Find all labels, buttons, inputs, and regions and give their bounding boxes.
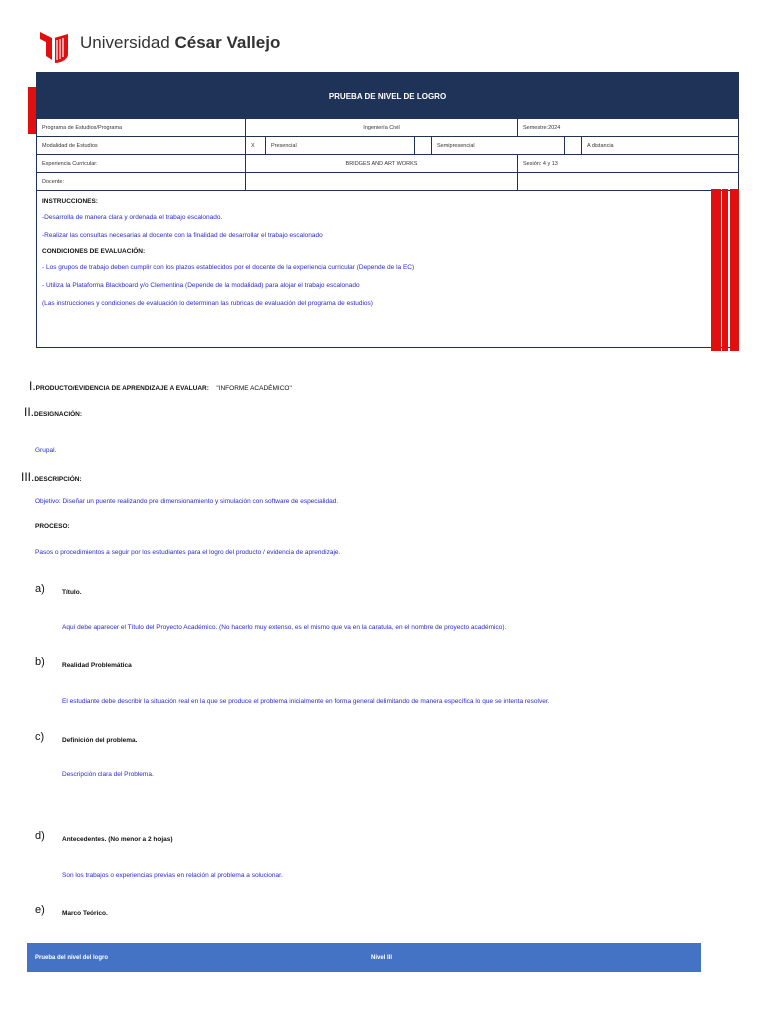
footer-left-label: Prueba del nivel del logro	[35, 955, 109, 961]
presencial-mark: X	[246, 137, 266, 154]
experience-label: Experiencia Curricular:	[37, 155, 246, 172]
item-b-text: El estudiante debe describir la situación real en la que se produce el problema inicialmente en forma general delimitando de manera específica lo que se intenta resolver.	[62, 698, 550, 705]
red-bar-right-3	[730, 189, 739, 351]
row-experience	[37, 155, 738, 173]
row-teacher	[37, 173, 738, 191]
brand-name: Universidad César Vallejo	[80, 33, 281, 52]
section-description	[21, 468, 82, 486]
red-bar-right-1	[711, 189, 721, 351]
teacher-value	[246, 173, 518, 190]
item-d-text: Son los trabajos o experiencias previas en relación al problema a solucionar.	[62, 872, 283, 879]
instructions-heading: INSTRUCCIONES:	[42, 198, 98, 205]
section-1-label: PRODUCTO/EVIDENCIA DE APRENDIZAJE A EVALUAR:	[35, 385, 209, 392]
semester: Semestre:2024	[523, 124, 561, 131]
evaluation-form	[36, 72, 739, 348]
program-label: Programa de Estudios/Programa	[37, 119, 246, 136]
item-d-letter: d)	[35, 830, 45, 842]
section-2-number: II.	[24, 405, 35, 419]
teacher-extra	[518, 173, 738, 190]
item-b-letter: b)	[35, 656, 45, 668]
condition-2: - Utiliza la Plataforma Blackboard y/o Clementina (Depende de la modalidad) para alojar el trabajo escalonado	[42, 282, 360, 289]
section-1-value: "INFORME ACADÉMICO"	[216, 385, 292, 392]
row-program	[37, 119, 738, 137]
process-text: Pasos o procedimientos a seguir por los estudiantes para el logro del producto / evidencia de aprendizaje.	[35, 549, 341, 556]
conditions-heading: CONDICIONES DE EVALUACIÓN:	[42, 248, 146, 255]
teacher-label: Docente:	[37, 173, 246, 190]
form-title: PRUEBA DE NIVEL DE LOGRO	[37, 73, 738, 119]
condition-1: - Los grupos de trabajo deben cumplir con los plazos establecidos por el docente de la experiencia curricular (Depende de la EC)	[42, 264, 415, 271]
modality-label: Modalidad de Estudios	[37, 137, 246, 154]
program-value: Ingeniería Civil	[246, 119, 518, 136]
semipresencial-label: Semipresencial	[432, 137, 565, 154]
presencial-label: Presencial	[266, 137, 415, 154]
instruction-2: -Realizar las consultas necesarias al docente con la finalidad de desarrollar el trabajo escalonado	[42, 232, 323, 239]
item-d-title: Antecedentes. (No menor a 2 hojas)	[62, 836, 173, 843]
distancia-checkbox	[565, 137, 582, 154]
condition-3: (Las instrucciones y condiciones de evaluación lo determinan las rubricas de evaluación del programa de estudios)	[42, 300, 373, 307]
footer-bar	[27, 943, 701, 972]
semipresencial-checkbox	[415, 137, 432, 154]
distancia-label: A distancia	[587, 142, 614, 149]
item-b-title: Realidad Problemática	[62, 662, 132, 669]
row-modality	[37, 137, 738, 155]
university-logo-icon	[38, 30, 72, 64]
red-bar-right-2	[722, 189, 728, 351]
item-a-text: Aquí debe aparecer el Título del Proyecto Académico. (No hacerlo muy extenso, es el mismo que va en la caratula, en el nombre de proyecto académico).	[62, 624, 507, 631]
section-2-label: DESIGNACIÓN:	[34, 411, 83, 418]
item-e-title: Marco Teórico.	[62, 910, 108, 917]
instructions	[42, 197, 722, 309]
item-c-title: Definición del problema.	[62, 737, 138, 744]
objective-text: Objetivo: Diseñar un puente realizando pre dimensionamiento y simulación con software de especialidad.	[35, 498, 339, 505]
item-c-text: Descripción clara del Problema.	[62, 771, 154, 778]
section-designation	[24, 403, 82, 421]
footer-level-label: Nivel III	[371, 955, 393, 961]
session: Sesión: 4 y 13	[523, 160, 558, 167]
section-1-number: I.	[29, 379, 36, 393]
item-e-letter: e)	[35, 904, 45, 916]
instruction-1: -Desarrolla de manera clara y ordenada el trabajo escalonado.	[42, 214, 223, 221]
item-c-letter: c)	[35, 731, 45, 743]
designation-value: Grupal.	[35, 447, 57, 454]
process-label: PROCESO:	[35, 523, 70, 530]
section-3-number: III.	[21, 470, 35, 484]
experience-value: BRIDGES AND ART WORKS	[246, 155, 518, 172]
item-a-letter: a)	[35, 583, 45, 595]
item-a-title: Título.	[62, 589, 82, 596]
section-3-label: DESCRIPCIÓN:	[34, 476, 82, 483]
section-product	[29, 377, 292, 395]
